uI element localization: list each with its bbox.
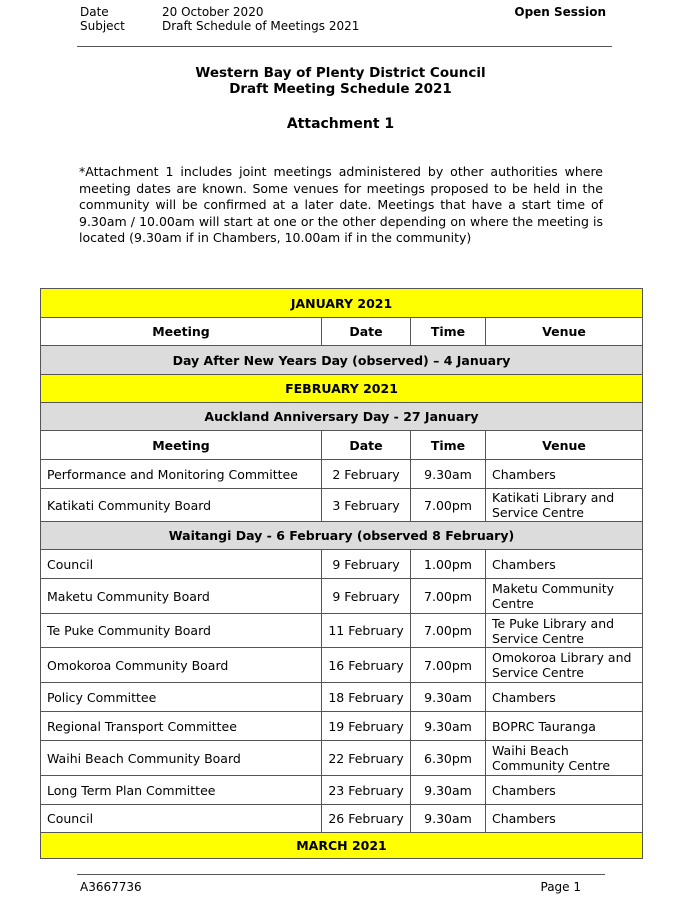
meeting-row xyxy=(41,805,643,833)
holiday-label: Day After New Years Day (observed) – 4 January xyxy=(41,346,643,375)
date-label: Date xyxy=(80,5,109,19)
meeting-venue-cell: Chambers xyxy=(486,683,643,712)
date-column-header: Date xyxy=(322,318,411,346)
holiday-label: Waitangi Day - 6 February (observed 8 February) xyxy=(41,522,643,550)
holiday-row xyxy=(41,522,643,550)
meeting-schedule-table xyxy=(40,288,643,859)
holiday-label: Auckland Anniversary Day - 27 January xyxy=(41,403,643,431)
date-column-header: Date xyxy=(322,431,411,460)
meeting-time-cell: 6.30pm xyxy=(411,741,486,776)
meeting-time-cell: 9.30am xyxy=(411,683,486,712)
meeting-date-cell: 18 February xyxy=(322,683,411,712)
footer-divider xyxy=(77,874,605,875)
meeting-row xyxy=(41,712,643,741)
meeting-name-cell: Long Term Plan Committee xyxy=(41,776,322,805)
meeting-time-cell: 7.00pm xyxy=(411,489,486,522)
meeting-date-cell: 9 February xyxy=(322,579,411,614)
meeting-row xyxy=(41,550,643,579)
meeting-date-cell: 23 February xyxy=(322,776,411,805)
meeting-row xyxy=(41,648,643,683)
schedule-title: Draft Meeting Schedule 2021 xyxy=(229,81,452,97)
meeting-row xyxy=(41,489,643,522)
meeting-time-cell: 9.30am xyxy=(411,776,486,805)
meeting-time-cell: 7.00pm xyxy=(411,614,486,648)
document-reference: A3667736 xyxy=(80,880,142,894)
meeting-name-cell: Council xyxy=(41,550,322,579)
meeting-venue-cell: Te Puke Library and Service Centre xyxy=(486,614,643,648)
month-header-row xyxy=(41,289,643,318)
meeting-name-cell: Policy Committee xyxy=(41,683,322,712)
meeting-venue-cell: Maketu Community Centre xyxy=(486,579,643,614)
page-footer xyxy=(80,880,581,894)
meeting-column-header: Meeting xyxy=(41,431,322,460)
venue-column-header: Venue xyxy=(486,318,643,346)
subject-value: Draft Schedule of Meetings 2021 xyxy=(162,19,360,33)
meeting-name-cell: Waihi Beach Community Board xyxy=(41,741,322,776)
meeting-name-cell: Te Puke Community Board xyxy=(41,614,322,648)
meeting-date-cell: 2 February xyxy=(322,460,411,489)
meeting-date-cell: 11 February xyxy=(322,614,411,648)
meeting-venue-cell: Chambers xyxy=(486,805,643,833)
attachment-title: Attachment 1 xyxy=(286,116,395,132)
month-header-row xyxy=(41,833,643,859)
venue-column-header: Venue xyxy=(486,431,643,460)
meeting-time-cell: 1.00pm xyxy=(411,550,486,579)
holiday-row xyxy=(41,403,643,431)
meeting-time-cell: 9.30am xyxy=(411,712,486,741)
meeting-row xyxy=(41,460,643,489)
month-heading: JANUARY 2021 xyxy=(41,289,643,318)
column-header-row xyxy=(41,318,643,346)
meeting-date-cell: 22 February xyxy=(322,741,411,776)
intro-paragraph: *Attachment 1 includes joint meetings administered by other authorities where meeting dates are known. Some venues for meetings proposed to be held in the community will be confirmed at a later date. Meetings that have a start time of 9.30am / 10.00am will start at one or the other depending on where the meeting is located (9.30am if in Chambers, 10.00am if in the community) xyxy=(79,164,603,246)
meeting-time-cell: 9.30am xyxy=(411,460,486,489)
meeting-venue-cell: Chambers xyxy=(486,550,643,579)
meeting-date-cell: 16 February xyxy=(322,648,411,683)
meeting-name-cell: Maketu Community Board xyxy=(41,579,322,614)
session-label: Open Session xyxy=(514,5,606,19)
holiday-row xyxy=(41,346,643,375)
meeting-date-cell: 26 February xyxy=(322,805,411,833)
month-heading: MARCH 2021 xyxy=(41,833,643,859)
meeting-venue-cell: BOPRC Tauranga xyxy=(486,712,643,741)
meeting-column-header: Meeting xyxy=(41,318,322,346)
page-header xyxy=(80,5,606,33)
month-heading: FEBRUARY 2021 xyxy=(41,375,643,403)
meeting-date-cell: 9 February xyxy=(322,550,411,579)
meeting-name-cell: Council xyxy=(41,805,322,833)
meeting-name-cell: Omokoroa Community Board xyxy=(41,648,322,683)
meeting-row xyxy=(41,579,643,614)
month-header-row xyxy=(41,375,643,403)
meeting-name-cell: Regional Transport Committee xyxy=(41,712,322,741)
meeting-venue-cell: Waihi Beach Community Centre xyxy=(486,741,643,776)
header-divider xyxy=(77,46,612,47)
meeting-time-cell: 7.00pm xyxy=(411,648,486,683)
meeting-date-cell: 19 February xyxy=(322,712,411,741)
page-number: Page 1 xyxy=(540,880,581,894)
meeting-venue-cell: Chambers xyxy=(486,460,643,489)
meeting-date-cell: 3 February xyxy=(322,489,411,522)
date-value: 20 October 2020 xyxy=(162,5,264,19)
meeting-row xyxy=(41,776,643,805)
column-header-row xyxy=(41,431,643,460)
meeting-venue-cell: Chambers xyxy=(486,776,643,805)
time-column-header: Time xyxy=(411,318,486,346)
council-title: Western Bay of Plenty District Council xyxy=(195,65,486,81)
meeting-time-cell: 9.30am xyxy=(411,805,486,833)
meeting-venue-cell: Omokoroa Library and Service Centre xyxy=(486,648,643,683)
meeting-time-cell: 7.00pm xyxy=(411,579,486,614)
document-title xyxy=(40,65,641,97)
meeting-name-cell: Katikati Community Board xyxy=(41,489,322,522)
meeting-row xyxy=(41,683,643,712)
subject-label: Subject xyxy=(80,19,125,33)
meeting-row xyxy=(41,614,643,648)
time-column-header: Time xyxy=(411,431,486,460)
meeting-row xyxy=(41,741,643,776)
meeting-venue-cell: Katikati Library and Service Centre xyxy=(486,489,643,522)
meeting-name-cell: Performance and Monitoring Committee xyxy=(41,460,322,489)
